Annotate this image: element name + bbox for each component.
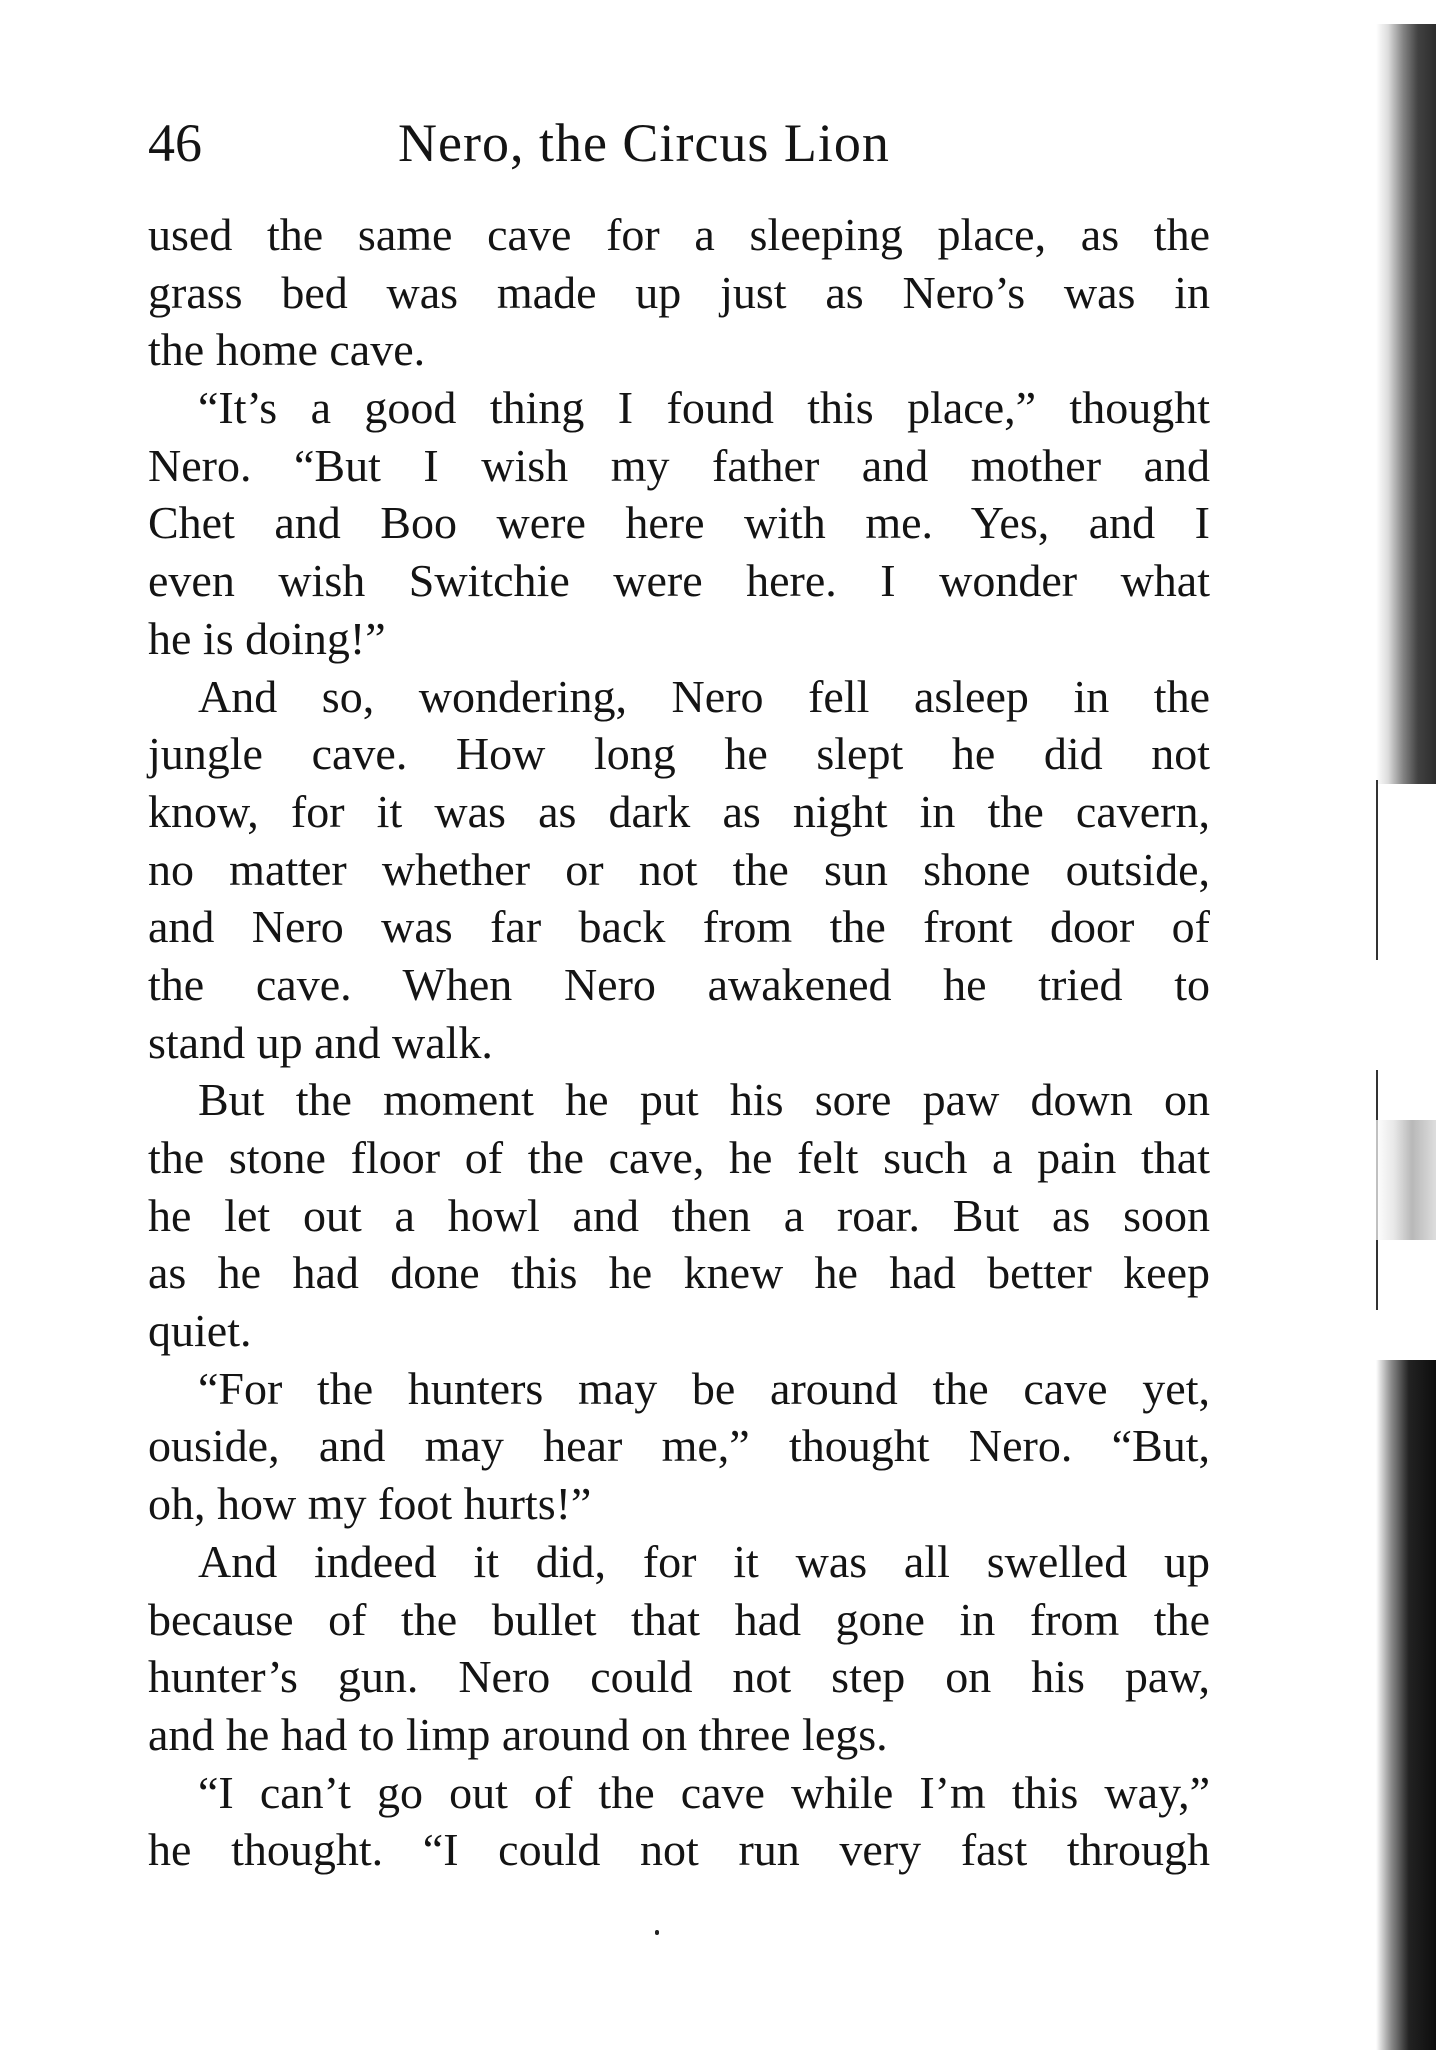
text-line: he is doing!”	[148, 612, 386, 664]
text-line: even wish Switchie were here. I wonder what	[148, 555, 1210, 607]
text-line: jungle cave. How long he slept he did not	[148, 728, 1210, 780]
text-line: quiet.	[148, 1305, 252, 1357]
text-line: and he had to limp around on three legs.	[148, 1708, 888, 1760]
text-line: And so, wondering, Nero fell asleep in the	[198, 670, 1210, 722]
page-number: 46	[148, 113, 202, 173]
text-line: Nero. “But I wish my father and mother and	[148, 439, 1210, 491]
body-text	[148, 206, 1210, 1879]
running-head	[148, 108, 1208, 178]
scan-shadow-middle	[1376, 1120, 1436, 1240]
text-line: Chet and Boo were here with me. Yes, and I	[148, 497, 1210, 549]
text-line: and Nero was far back from the front door of	[148, 901, 1210, 953]
text-line: oh, how my foot hurts!”	[148, 1478, 592, 1530]
text-line: And indeed it did, for it was all swelled up	[198, 1535, 1210, 1587]
text-line: the stone floor of the cave, he felt such a pain that	[148, 1132, 1210, 1183]
text-line: the cave. When Nero awakened he tried to	[148, 958, 1210, 1010]
text-line: hunter’s gun. Nero could not step on his paw,	[148, 1651, 1210, 1703]
text-line: the home cave.	[148, 324, 426, 376]
scan-shadow-bottom	[1376, 1360, 1436, 2050]
text-line: stand up and walk.	[148, 1016, 493, 1068]
scan-edge-line	[1376, 780, 1378, 960]
text-line: “For the hunters may be around the cave yet,	[198, 1362, 1210, 1414]
text-line: used the same cave for a sleeping place, as the	[148, 209, 1210, 260]
text-line: he let out a howl and then a roar. But as soon	[148, 1189, 1210, 1241]
text-line: because of the bullet that had gone in from the	[148, 1593, 1210, 1645]
text-line: ouside, and may hear me,” thought Nero. “But,	[148, 1420, 1210, 1472]
text-line: But the moment he put his sore paw down on	[198, 1074, 1210, 1126]
text-line: as he had done this he knew he had better keep	[148, 1247, 1210, 1299]
scan-shadow-top	[1376, 24, 1436, 784]
text-line: no matter whether or not the sun shone outside,	[148, 843, 1210, 895]
ink-speck	[655, 1930, 659, 1935]
running-title: Nero, the Circus Lion	[398, 113, 890, 173]
text-line: know, for it was as dark as night in the cavern,	[148, 785, 1210, 837]
text-line: he thought. “I could not run very fast through	[148, 1824, 1210, 1876]
text-line: “It’s a good thing I found this place,” thought	[198, 382, 1210, 434]
text-line: grass bed was made up just as Nero’s was in	[148, 266, 1210, 318]
text-line: “I can’t go out of the cave while I’m this way,”	[198, 1766, 1210, 1818]
